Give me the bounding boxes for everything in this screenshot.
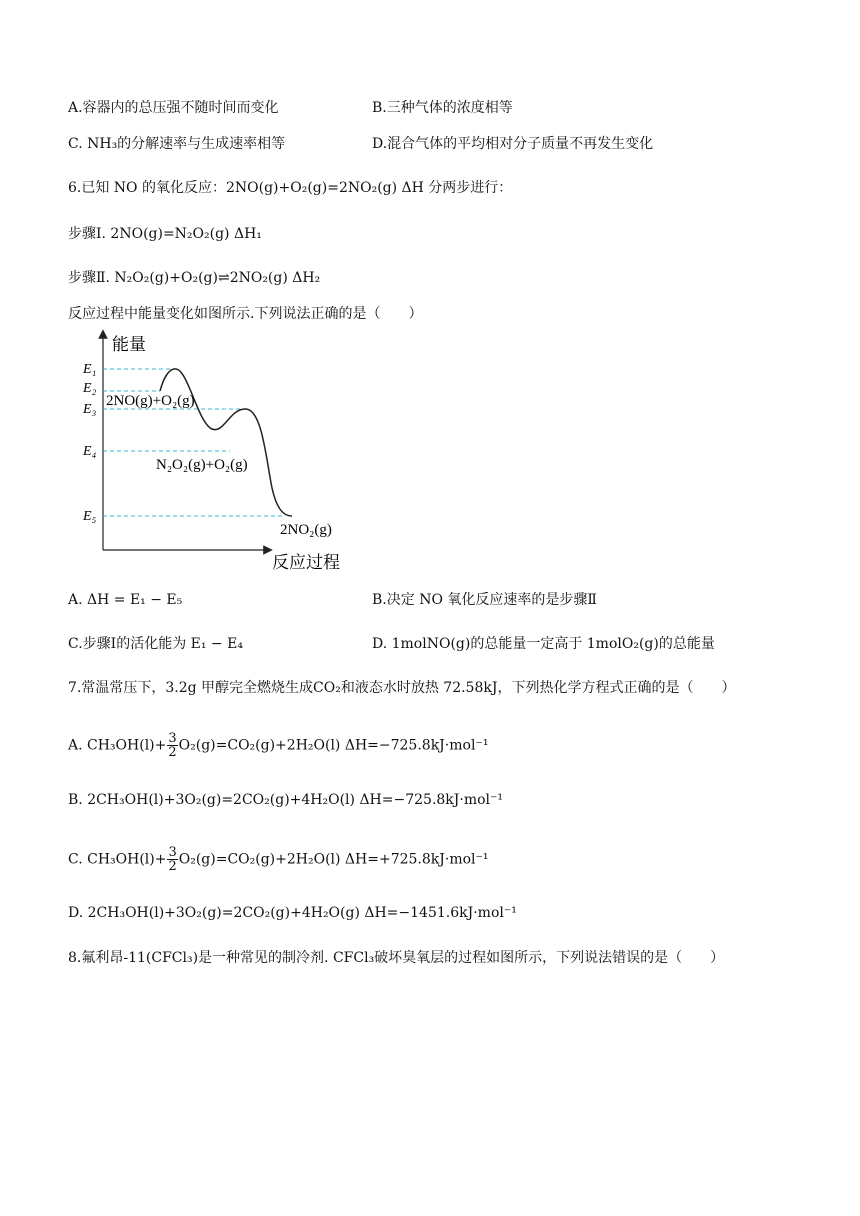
q7-option-c: [68, 846, 489, 873]
q5-option-b: B.三种气体的浓度相等: [372, 100, 513, 116]
y-axis-label: 能量: [112, 335, 146, 354]
e4-label: E₄: [83, 444, 97, 459]
q5-option-a: A.容器内的总压强不随时间而变化: [68, 100, 279, 116]
q7-a-prefix: A. CH₃OH(l)+: [68, 737, 167, 754]
q7-c-suffix: O₂(g)=CO₂(g)+2H₂O(l) ΔH=+725.8kJ·mol⁻¹: [178, 851, 489, 868]
q6-option-c: C.步骤Ⅰ的活化能为 E₁ − E₄: [68, 636, 243, 652]
energy-curve: [160, 369, 292, 516]
e5-label: E₅: [83, 509, 97, 524]
q7-c-prefix: C. CH₃OH(l)+: [68, 851, 167, 868]
x-axis-label: 反应过程: [272, 553, 340, 572]
q6-stem: 6.已知 NO 的氧化反应：2NO(g)+O₂(g)=2NO₂(g) ΔH 分两步进行：: [68, 180, 513, 196]
q7-option-a: [68, 732, 488, 759]
q5-option-d: D.混合气体的平均相对分子质量不再发生变化: [372, 136, 654, 152]
q6-question: 反应过程中能量变化如图所示.下列说法正确的是（ ）: [68, 306, 423, 322]
energy-diagram: [70, 328, 370, 578]
species-products: 2NO₂(g): [280, 522, 332, 538]
q6-option-b: B.决定 NO 氧化反应速率的是步骤Ⅱ: [372, 592, 597, 608]
q7-a-suffix: O₂(g)=CO₂(g)+2H₂O(l) ΔH=−725.8kJ·mol⁻¹: [178, 737, 489, 754]
q8-stem: 8.氟利昂-11(CFCl₃)是一种常见的制冷剂. CFCl₃破坏臭氧层的过程如图所示，下列说法错误的是（ ）: [68, 950, 725, 966]
e3-label: E₃: [83, 402, 97, 417]
q7-option-b: B. 2CH₃OH(l)+3O₂(g)=2CO₂(g)+4H₂O(l) ΔH=−725.8kJ·mol⁻¹: [68, 792, 504, 808]
q6-step1: 步骤Ⅰ. 2NO(g)=N₂O₂(g) ΔH₁: [68, 226, 262, 242]
e1-label: E₁: [83, 362, 97, 377]
q7-option-d: D. 2CH₃OH(l)+3O₂(g)=2CO₂(g)+4H₂O(g) ΔH=−1451.6kJ·mol⁻¹: [68, 905, 517, 921]
q7-stem: 7.常温常压下，3.2g 甲醇完全燃烧生成CO₂和液态水时放热 72.58kJ，下列热化学方程式正确的是（ ）: [68, 680, 736, 696]
fraction-three-halves: $\frac{3}{2}$: [168, 731, 177, 760]
q6-option-d: D. 1molNO(g)的总能量一定高于 1molO₂(g)的总能量: [372, 636, 715, 652]
q6-step2: 步骤Ⅱ. N₂O₂(g)+O₂(g)⇌2NO₂(g) ΔH₂: [68, 270, 321, 286]
q5-option-c: C. NH₃的分解速率与生成速率相等: [68, 136, 286, 152]
fraction-three-halves: $\frac{3}{2}$: [168, 845, 177, 874]
species-reactants: 2NO(g)+O₂(g): [106, 393, 195, 409]
e2-label: E₂: [83, 381, 97, 396]
species-intermediate: N₂O₂(g)+O₂(g): [156, 457, 248, 473]
q6-option-a: A. ΔH = E₁ − E₅: [68, 592, 183, 608]
